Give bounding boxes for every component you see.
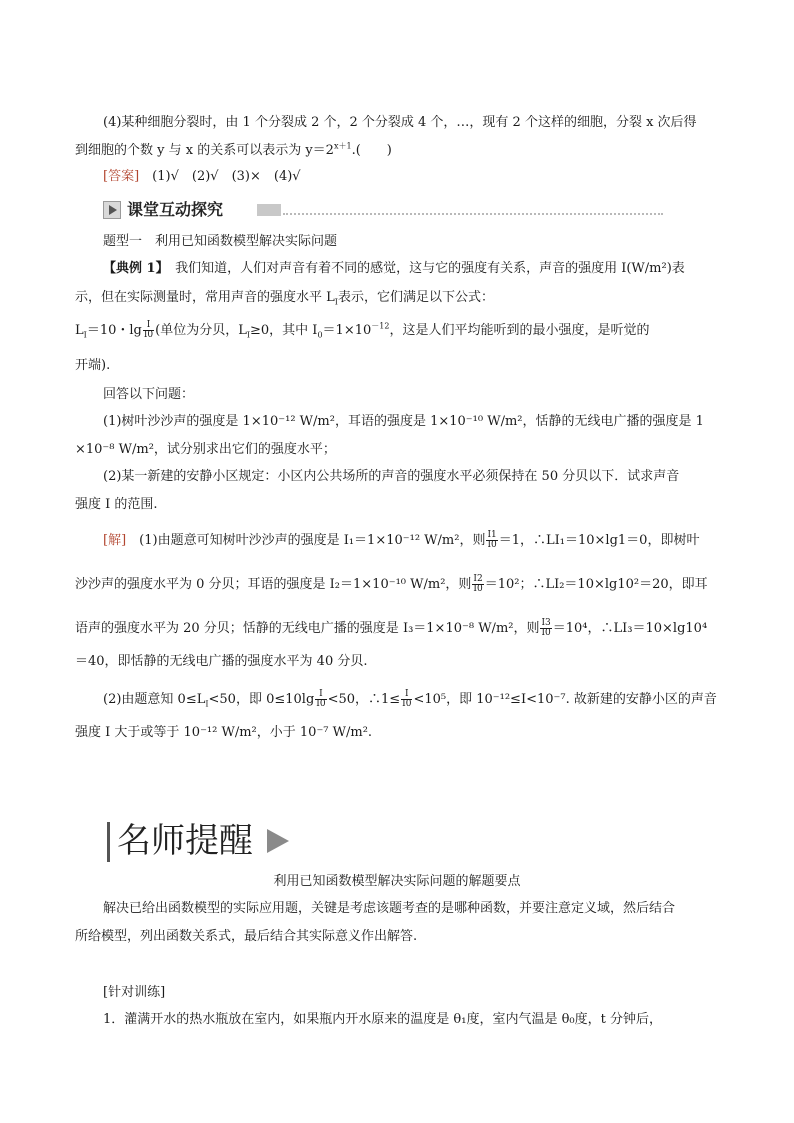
example-label: 【典例 1】	[103, 261, 163, 276]
formula-I0-sub: 0	[317, 330, 323, 340]
training-label: [针对训练]	[103, 985, 166, 1000]
example-line5: 回答以下问题：	[103, 387, 195, 402]
formula-unit-sub: I	[246, 330, 251, 340]
formula-tail: ，这是人们平均能听到的最小强度，是听觉的	[389, 323, 650, 338]
solution-frac1	[486, 531, 497, 550]
play-icon	[103, 201, 121, 219]
solution-frac1-num: I1	[487, 530, 497, 540]
answer-text: (1)√ (2)√ (3)× (4)√	[152, 169, 301, 184]
item4-line2-bracket: .( )	[351, 143, 392, 158]
solution-text5a: (2)由题意知 0≤L	[103, 692, 206, 707]
example-text2b: 表示，它们满足以下公式：	[337, 290, 494, 305]
item4-exponent: x＋1	[333, 141, 352, 151]
solution-line6: 强度 I 大于或等于 10⁻¹² W/m²，小于 10⁻⁷ W/m².	[75, 725, 373, 740]
solution-text5b: <50，即 0≤10lg	[208, 692, 315, 707]
solution-text5c: <50，∴1≤	[327, 692, 401, 707]
question2-line1: (2)某一新建的安静小区规定：小区内公共场所的声音的强度水平必须保持在 50 分贝以下．试求声音	[103, 469, 680, 484]
solution-text5d: <10⁵，即 10⁻¹²≤I<10⁻⁷. 故新建的安静小区的声音	[413, 692, 717, 707]
item4-line2	[75, 141, 720, 161]
formula-lg: ＝10・lg	[86, 323, 142, 338]
solution-text3a: 语声的强度水平为 20 分贝；恬静的无线电广播的强度是 I₃＝1×10⁻⁸ W/m²，则	[75, 621, 540, 636]
banner-title: 名师提醒	[117, 821, 253, 861]
solution-frac6-num: I	[401, 690, 412, 700]
example-line1	[103, 259, 748, 279]
formula-line	[75, 321, 720, 341]
solution-text3b: ＝10⁴，∴LI₃＝10×lg10⁴	[552, 621, 708, 636]
tip-paragraph-line2: 所给模型，列出函数关系式，最后结合其实际意义作出解答.	[75, 929, 418, 944]
formula-unit: (单位为分贝，L	[155, 323, 247, 338]
type1-title: 题型一 利用已知函数模型解决实际问题	[103, 234, 338, 249]
question2-line2: 强度 I 的范围.	[75, 497, 158, 512]
solution-frac6	[401, 690, 412, 709]
solution-frac5-den: I0	[316, 699, 326, 709]
formula-fraction	[143, 321, 154, 340]
solution-frac1-den: I0	[487, 540, 497, 550]
item4-line2-text: 到细胞的个数 y 与 x 的关系可以表示为 y＝2	[75, 143, 334, 158]
solution-frac3-den: I0	[541, 628, 551, 638]
section-title: 课堂互动探究	[127, 200, 224, 219]
solution-text2b: ＝10²；∴LI₂＝10×lg10²＝20，即耳	[484, 577, 708, 592]
solution-line2	[75, 575, 720, 595]
solution-text1a: (1)由题意可知树叶沙沙声的强度是 I₁＝1×10⁻¹² W/m²，则	[126, 533, 486, 548]
solution-line4: ＝40，即恬静的无线电广播的强度水平为 40 分贝.	[75, 654, 368, 669]
solution-label: [解]	[103, 533, 127, 548]
banner-bar	[107, 822, 110, 862]
formula-fraction-num: I	[143, 321, 154, 331]
solution-line1	[103, 531, 748, 551]
question1-line1: (1)树叶沙沙声的强度是 1×10⁻¹² W/m²，耳语的强度是 1×10⁻¹⁰ W/m²，恬静的无线电广播的强度是 1	[103, 414, 704, 429]
training-question1: 1．灌满开水的热水瓶放在室内，如果瓶内开水原来的温度是 θ₁度，室内气温是 θ₀度，t 分钟后，	[103, 1012, 662, 1027]
formula-I0-exp: －12	[371, 321, 390, 331]
header-block-decoration	[257, 204, 281, 216]
solution-frac5	[315, 690, 326, 709]
tip-paragraph-line1: 解决已给出函数模型的实际应用题，关键是考虑该题考查的是哪种函数，并要注意定义域，然后结合	[103, 901, 676, 916]
formula-L: L	[75, 323, 84, 338]
tip-subtitle: 利用已知函数模型解决实际问题的解题要点	[273, 874, 521, 889]
solution-text1b: ＝1，∴LI₁＝10×lg1＝0，即树叶	[498, 533, 700, 548]
solution-frac6-den: I0	[402, 699, 412, 709]
solution-frac3	[540, 619, 551, 638]
triangle-arrow-icon	[267, 829, 289, 853]
example-line4: 开端).	[75, 358, 111, 373]
example-line2	[75, 288, 720, 308]
example-text2: 示，但在实际测量时，常用声音的强度水平 L	[75, 290, 335, 305]
formula-fraction-den: I0	[143, 330, 154, 340]
solution-line3	[75, 619, 720, 639]
dotted-divider	[283, 213, 663, 215]
item4-line1: (4)某种细胞分裂时，由 1 个分裂成 2 个，2 个分裂成 4 个，…，现有 2 个这样的细胞，分裂 x 次后得	[103, 115, 697, 130]
solution-frac2-num: I2	[473, 574, 483, 584]
formula-cond: ≥0，其中 I	[250, 323, 318, 338]
solution-sub5: I	[205, 699, 209, 709]
section-header-bar	[103, 199, 663, 221]
solution-frac2	[472, 575, 483, 594]
question1-line2: ×10⁻⁸ W/m²，试分别求出它们的强度水平；	[75, 442, 336, 457]
solution-line5	[103, 690, 748, 710]
example-sub: I	[334, 297, 338, 307]
solution-frac3-num: I3	[541, 618, 551, 628]
solution-frac2-den: I0	[473, 584, 483, 594]
example-text1: 我们知道，人们对声音有着不同的感觉，这与它的强度有关系，声音的强度用 I(W/m²)表	[162, 261, 685, 276]
answer-label: [答案]	[103, 169, 140, 184]
formula-I0-val: ＝1×10	[322, 323, 372, 338]
solution-text2a: 沙沙声的强度水平为 0 分贝；耳语的强度是 I₂＝1×10⁻¹⁰ W/m²，则	[75, 577, 472, 592]
answer-line	[103, 167, 748, 187]
formula-L-sub: I	[83, 330, 87, 340]
solution-frac5-num: I	[315, 690, 326, 700]
